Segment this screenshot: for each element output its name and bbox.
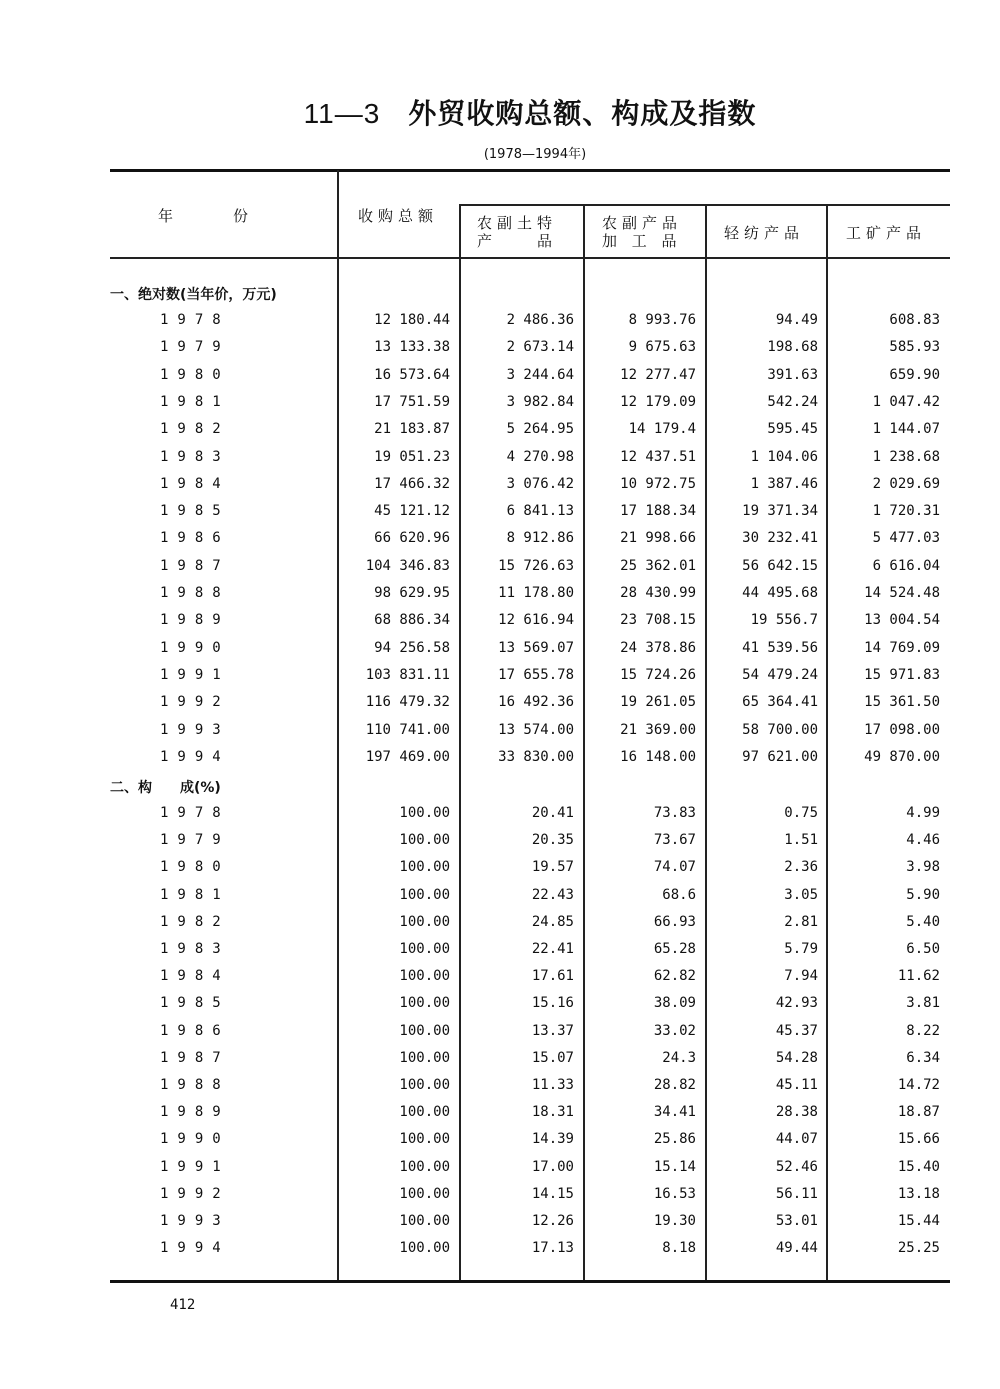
agri-special-cell: 20.41 (531, 805, 574, 821)
industrial-mining-cell: 1 720.31 (872, 503, 940, 520)
total-cell: 100.00 (399, 913, 450, 930)
total-cell: 100.00 (399, 859, 450, 876)
agri-special-cell: 3 244.64 (506, 366, 574, 383)
light-textile-cell: 49.44 (775, 1240, 818, 1257)
year-cell: 1987 (160, 557, 230, 574)
table-row (0, 1240, 1000, 1267)
table-row (0, 312, 1000, 339)
industrial-mining-cell: 14.72 (897, 1077, 940, 1093)
year-cell: 1993 (160, 721, 230, 738)
table-bottom-rule (110, 1280, 950, 1283)
table-row (0, 394, 1000, 421)
agri-processed-cell: 25 362.01 (620, 557, 696, 574)
table-row (0, 476, 1000, 503)
total-cell: 98 629.95 (374, 585, 450, 601)
agri-processed-cell: 23 708.15 (620, 612, 696, 629)
total-cell: 100.00 (399, 995, 450, 1012)
table-number: 11—3 (303, 98, 381, 129)
light-textile-cell: 2.81 (784, 913, 818, 930)
total-cell: 103 831.11 (365, 666, 450, 683)
industrial-mining-cell: 11.62 (897, 968, 940, 985)
year-cell: 1992 (160, 694, 230, 711)
year-cell: 1985 (160, 503, 230, 520)
industrial-mining-cell: 6.50 (906, 941, 940, 957)
agri-special-cell: 16 492.36 (498, 694, 574, 711)
industrial-mining-cell: 15 971.83 (864, 666, 940, 683)
total-cell: 104 346.83 (365, 557, 450, 574)
industrial-mining-cell: 6 616.04 (872, 557, 940, 574)
industrial-mining-cell: 5.40 (906, 913, 940, 930)
industrial-mining-cell: 15.66 (897, 1131, 940, 1148)
agri-processed-cell: 73.67 (653, 832, 696, 849)
year-cell: 1994 (160, 1240, 230, 1257)
table-row (0, 749, 1000, 776)
table-row (0, 339, 1000, 366)
light-textile-cell: 54 479.24 (742, 666, 818, 683)
light-textile-cell: 391.63 (767, 366, 818, 383)
agri-special-cell: 13.37 (531, 1022, 574, 1039)
year-cell: 1984 (160, 968, 230, 985)
industrial-mining-cell: 13.18 (897, 1185, 940, 1202)
industrial-mining-cell: 608.83 (889, 312, 940, 328)
header-agri-processed-line2: 加 工 品 (602, 232, 682, 250)
light-textile-cell: 58 700.00 (742, 721, 818, 738)
light-textile-cell: 30 232.41 (742, 530, 818, 547)
subheader-rule (459, 204, 950, 206)
table-row (0, 1077, 1000, 1104)
table-row (0, 859, 1000, 886)
year-cell: 1978 (160, 805, 230, 821)
light-textile-cell: 65 364.41 (742, 694, 818, 711)
agri-processed-cell: 38.09 (653, 995, 696, 1012)
agri-processed-cell: 15 724.26 (620, 666, 696, 683)
total-cell: 100.00 (399, 1240, 450, 1257)
year-cell: 1992 (160, 1185, 230, 1202)
agri-processed-cell: 73.83 (653, 805, 696, 821)
agri-processed-cell: 34.41 (653, 1104, 696, 1121)
light-textile-cell: 1.51 (784, 832, 818, 849)
agri-special-cell: 2 673.14 (506, 339, 574, 356)
header-bottom-rule (110, 257, 950, 259)
total-cell: 100.00 (399, 805, 450, 821)
industrial-mining-cell: 8.22 (906, 1022, 940, 1039)
table-row (0, 585, 1000, 612)
agri-special-cell: 12.26 (531, 1213, 574, 1229)
agri-special-cell: 17.13 (531, 1240, 574, 1257)
agri-special-cell: 8 912.86 (506, 530, 574, 547)
agri-special-cell: 33 830.00 (498, 748, 574, 765)
agri-special-cell: 3 982.84 (506, 393, 574, 410)
industrial-mining-cell: 1 144.07 (872, 421, 940, 438)
year-cell: 1990 (160, 639, 230, 656)
light-textile-cell: 19 371.34 (742, 503, 818, 520)
total-cell: 12 180.44 (374, 312, 450, 328)
total-cell: 68 886.34 (374, 612, 450, 629)
agri-special-cell: 15 726.63 (498, 557, 574, 574)
year-cell: 1990 (160, 1131, 230, 1148)
light-textile-cell: 542.24 (767, 393, 818, 410)
agri-processed-cell: 66.93 (653, 913, 696, 930)
table-row (0, 558, 1000, 585)
light-textile-cell: 44.07 (775, 1131, 818, 1148)
year-cell: 1981 (160, 886, 230, 903)
agri-processed-cell: 8 993.76 (628, 312, 696, 328)
agri-processed-cell: 19.30 (653, 1213, 696, 1229)
year-cell: 1991 (160, 666, 230, 683)
light-textile-cell: 595.45 (767, 421, 818, 438)
table-subtitle: (1978—1994年) (483, 147, 587, 162)
page-number: 412 (170, 1297, 196, 1313)
agri-special-cell: 18.31 (531, 1104, 574, 1121)
agri-special-cell: 17 655.78 (498, 666, 574, 683)
total-cell: 100.00 (399, 941, 450, 957)
agri-processed-cell: 28 430.99 (620, 585, 696, 601)
agri-special-cell: 14.39 (531, 1131, 574, 1148)
year-cell: 1979 (160, 339, 230, 356)
agri-special-cell: 14.15 (531, 1185, 574, 1202)
total-cell: 100.00 (399, 1077, 450, 1093)
light-textile-cell: 7.94 (784, 968, 818, 985)
agri-processed-cell: 62.82 (653, 968, 696, 985)
year-cell: 1982 (160, 913, 230, 930)
agri-processed-cell: 12 179.09 (620, 393, 696, 410)
year-cell: 1986 (160, 1022, 230, 1039)
year-cell: 1987 (160, 1049, 230, 1066)
agri-special-cell: 15.07 (531, 1049, 574, 1066)
agri-special-cell: 5 264.95 (506, 421, 574, 438)
page-title (0, 92, 1000, 132)
industrial-mining-cell: 25.25 (897, 1240, 940, 1257)
industrial-mining-cell: 17 098.00 (864, 721, 940, 738)
year-cell: 1978 (160, 312, 230, 328)
industrial-mining-cell: 2 029.69 (872, 475, 940, 492)
total-cell: 19 051.23 (374, 448, 450, 465)
light-textile-cell: 198.68 (767, 339, 818, 356)
total-cell: 100.00 (399, 1213, 450, 1229)
light-textile-cell: 2.36 (784, 859, 818, 876)
table-row (0, 968, 1000, 995)
light-textile-cell: 19 556.7 (750, 612, 818, 629)
light-textile-cell: 0.75 (784, 805, 818, 821)
table-row (0, 914, 1000, 941)
year-cell: 1983 (160, 448, 230, 465)
table-top-rule (110, 169, 950, 172)
table-row (0, 1131, 1000, 1158)
light-textile-cell: 3.05 (784, 886, 818, 903)
year-cell: 1988 (160, 585, 230, 601)
agri-special-cell: 12 616.94 (498, 612, 574, 629)
total-cell: 100.00 (399, 886, 450, 903)
agri-processed-cell: 12 437.51 (620, 448, 696, 465)
light-textile-cell: 94.49 (775, 312, 818, 328)
industrial-mining-cell: 3.81 (906, 995, 940, 1012)
header-industrial-mining: 工矿产品 (846, 224, 927, 242)
agri-special-cell: 13 569.07 (498, 639, 574, 656)
table-row (0, 1023, 1000, 1050)
header-year: 年 份 (158, 207, 249, 225)
agri-special-cell: 3 076.42 (506, 475, 574, 492)
year-cell: 1982 (160, 421, 230, 438)
agri-processed-cell: 12 277.47 (620, 366, 696, 383)
light-textile-cell: 97 621.00 (742, 748, 818, 765)
agri-special-cell: 20.35 (531, 832, 574, 849)
total-cell: 66 620.96 (374, 530, 450, 547)
industrial-mining-cell: 49 870.00 (864, 748, 940, 765)
year-cell: 1983 (160, 941, 230, 957)
industrial-mining-cell: 15.44 (897, 1213, 940, 1229)
light-textile-cell: 52.46 (775, 1158, 818, 1175)
agri-processed-cell: 8.18 (662, 1240, 696, 1257)
total-cell: 100.00 (399, 968, 450, 985)
light-textile-cell: 54.28 (775, 1049, 818, 1066)
agri-processed-cell: 16 148.00 (620, 748, 696, 765)
total-cell: 21 183.87 (374, 421, 450, 438)
industrial-mining-cell: 659.90 (889, 366, 940, 383)
total-cell: 100.00 (399, 832, 450, 849)
industrial-mining-cell: 15.40 (897, 1158, 940, 1175)
agri-special-cell: 22.41 (531, 941, 574, 957)
industrial-mining-cell: 6.34 (906, 1049, 940, 1066)
light-textile-cell: 1 387.46 (750, 475, 818, 492)
header-agri-special-line1: 农副土特 (477, 214, 558, 232)
industrial-mining-cell: 1 238.68 (872, 448, 940, 465)
header-agri-special-line2: 产 品 (477, 232, 558, 250)
agri-processed-cell: 9 675.63 (628, 339, 696, 356)
table-row (0, 640, 1000, 667)
agri-special-cell: 17.61 (531, 968, 574, 985)
light-textile-cell: 28.38 (775, 1104, 818, 1121)
table-row (0, 367, 1000, 394)
table-row (0, 941, 1000, 968)
total-cell: 17 466.32 (374, 475, 450, 492)
agri-processed-cell: 24.3 (662, 1049, 696, 1066)
light-textile-cell: 42.93 (775, 995, 818, 1012)
industrial-mining-cell: 5.90 (906, 886, 940, 903)
agri-special-cell: 6 841.13 (506, 503, 574, 520)
table-row (0, 503, 1000, 530)
header-light-textile: 轻纺产品 (724, 224, 805, 242)
industrial-mining-cell: 13 004.54 (864, 612, 940, 629)
agri-special-cell: 19.57 (531, 859, 574, 876)
agri-special-cell: 13 574.00 (498, 721, 574, 738)
agri-processed-cell: 28.82 (653, 1077, 696, 1093)
table-row (0, 1050, 1000, 1077)
table-row (0, 805, 1000, 832)
year-cell: 1986 (160, 530, 230, 547)
table-row (0, 449, 1000, 476)
year-cell: 1989 (160, 612, 230, 629)
table-row (0, 1213, 1000, 1240)
industrial-mining-cell: 5 477.03 (872, 530, 940, 547)
industrial-mining-cell: 1 047.42 (872, 393, 940, 410)
total-cell: 116 479.32 (365, 694, 450, 711)
total-cell: 17 751.59 (374, 393, 450, 410)
total-cell: 13 133.38 (374, 339, 450, 356)
year-cell: 1994 (160, 748, 230, 765)
agri-special-cell: 24.85 (531, 913, 574, 930)
agri-special-cell: 17.00 (531, 1158, 574, 1175)
year-cell: 1980 (160, 859, 230, 876)
industrial-mining-cell: 3.98 (906, 859, 940, 876)
table-row (0, 1159, 1000, 1186)
light-textile-cell: 44 495.68 (742, 585, 818, 601)
table-row (0, 667, 1000, 694)
table-row (0, 832, 1000, 859)
table-row (0, 530, 1000, 557)
total-cell: 100.00 (399, 1104, 450, 1121)
agri-processed-cell: 21 998.66 (620, 530, 696, 547)
section-absolute-label: 一、绝对数(当年价，万元) (110, 287, 277, 303)
total-cell: 100.00 (399, 1158, 450, 1175)
table-row (0, 1186, 1000, 1213)
table-row (0, 995, 1000, 1022)
total-cell: 45 121.12 (374, 503, 450, 520)
table-row (0, 694, 1000, 721)
agri-special-cell: 2 486.36 (506, 312, 574, 328)
total-cell: 100.00 (399, 1049, 450, 1066)
light-textile-cell: 5.79 (784, 941, 818, 957)
industrial-mining-cell: 18.87 (897, 1104, 940, 1121)
light-textile-cell: 45.11 (775, 1077, 818, 1093)
light-textile-cell: 56 642.15 (742, 557, 818, 574)
total-cell: 100.00 (399, 1131, 450, 1148)
agri-processed-cell: 21 369.00 (620, 721, 696, 738)
light-textile-cell: 56.11 (775, 1185, 818, 1202)
agri-special-cell: 11.33 (531, 1077, 574, 1093)
total-cell: 16 573.64 (374, 366, 450, 383)
agri-processed-cell: 68.6 (662, 886, 696, 903)
table-row (0, 722, 1000, 749)
agri-processed-cell: 74.07 (653, 859, 696, 876)
table-row (0, 1104, 1000, 1131)
agri-special-cell: 4 270.98 (506, 448, 574, 465)
agri-processed-cell: 16.53 (653, 1185, 696, 1202)
header-agri-processed-line1: 农副产品 (602, 214, 683, 232)
total-cell: 100.00 (399, 1185, 450, 1202)
light-textile-cell: 53.01 (775, 1213, 818, 1229)
agri-processed-cell: 17 188.34 (620, 503, 696, 520)
light-textile-cell: 45.37 (775, 1022, 818, 1039)
agri-special-cell: 22.43 (531, 886, 574, 903)
year-cell: 1991 (160, 1158, 230, 1175)
agri-processed-cell: 25.86 (653, 1131, 696, 1148)
table-row (0, 612, 1000, 639)
total-cell: 100.00 (399, 1022, 450, 1039)
agri-processed-cell: 14 179.4 (628, 421, 696, 438)
agri-processed-cell: 33.02 (653, 1022, 696, 1039)
industrial-mining-cell: 14 524.48 (864, 585, 940, 601)
year-cell: 1981 (160, 393, 230, 410)
table-title: 外贸收购总额、构成及指数 (408, 97, 757, 130)
section-composition-label: 二、构 成(%) (110, 780, 221, 796)
light-textile-cell: 1 104.06 (750, 448, 818, 465)
industrial-mining-cell: 14 769.09 (864, 639, 940, 656)
year-cell: 1988 (160, 1077, 230, 1093)
year-cell: 1980 (160, 366, 230, 383)
year-cell: 1979 (160, 832, 230, 849)
agri-processed-cell: 24 378.86 (620, 639, 696, 656)
industrial-mining-cell: 4.46 (906, 832, 940, 849)
agri-processed-cell: 65.28 (653, 941, 696, 957)
year-cell: 1985 (160, 995, 230, 1012)
agri-special-cell: 11 178.80 (498, 585, 574, 601)
agri-processed-cell: 10 972.75 (620, 475, 696, 492)
industrial-mining-cell: 15 361.50 (864, 694, 940, 711)
table-row (0, 887, 1000, 914)
total-cell: 110 741.00 (365, 721, 450, 738)
agri-processed-cell: 15.14 (653, 1158, 696, 1175)
industrial-mining-cell: 585.93 (889, 339, 940, 356)
table-row (0, 421, 1000, 448)
year-cell: 1989 (160, 1104, 230, 1121)
light-textile-cell: 41 539.56 (742, 639, 818, 656)
agri-special-cell: 15.16 (531, 995, 574, 1012)
industrial-mining-cell: 4.99 (906, 805, 940, 821)
total-cell: 94 256.58 (374, 639, 450, 656)
agri-processed-cell: 19 261.05 (620, 694, 696, 711)
total-cell: 197 469.00 (365, 748, 450, 765)
year-cell: 1984 (160, 475, 230, 492)
year-cell: 1993 (160, 1213, 230, 1229)
header-total: 收购总额 (358, 207, 439, 225)
